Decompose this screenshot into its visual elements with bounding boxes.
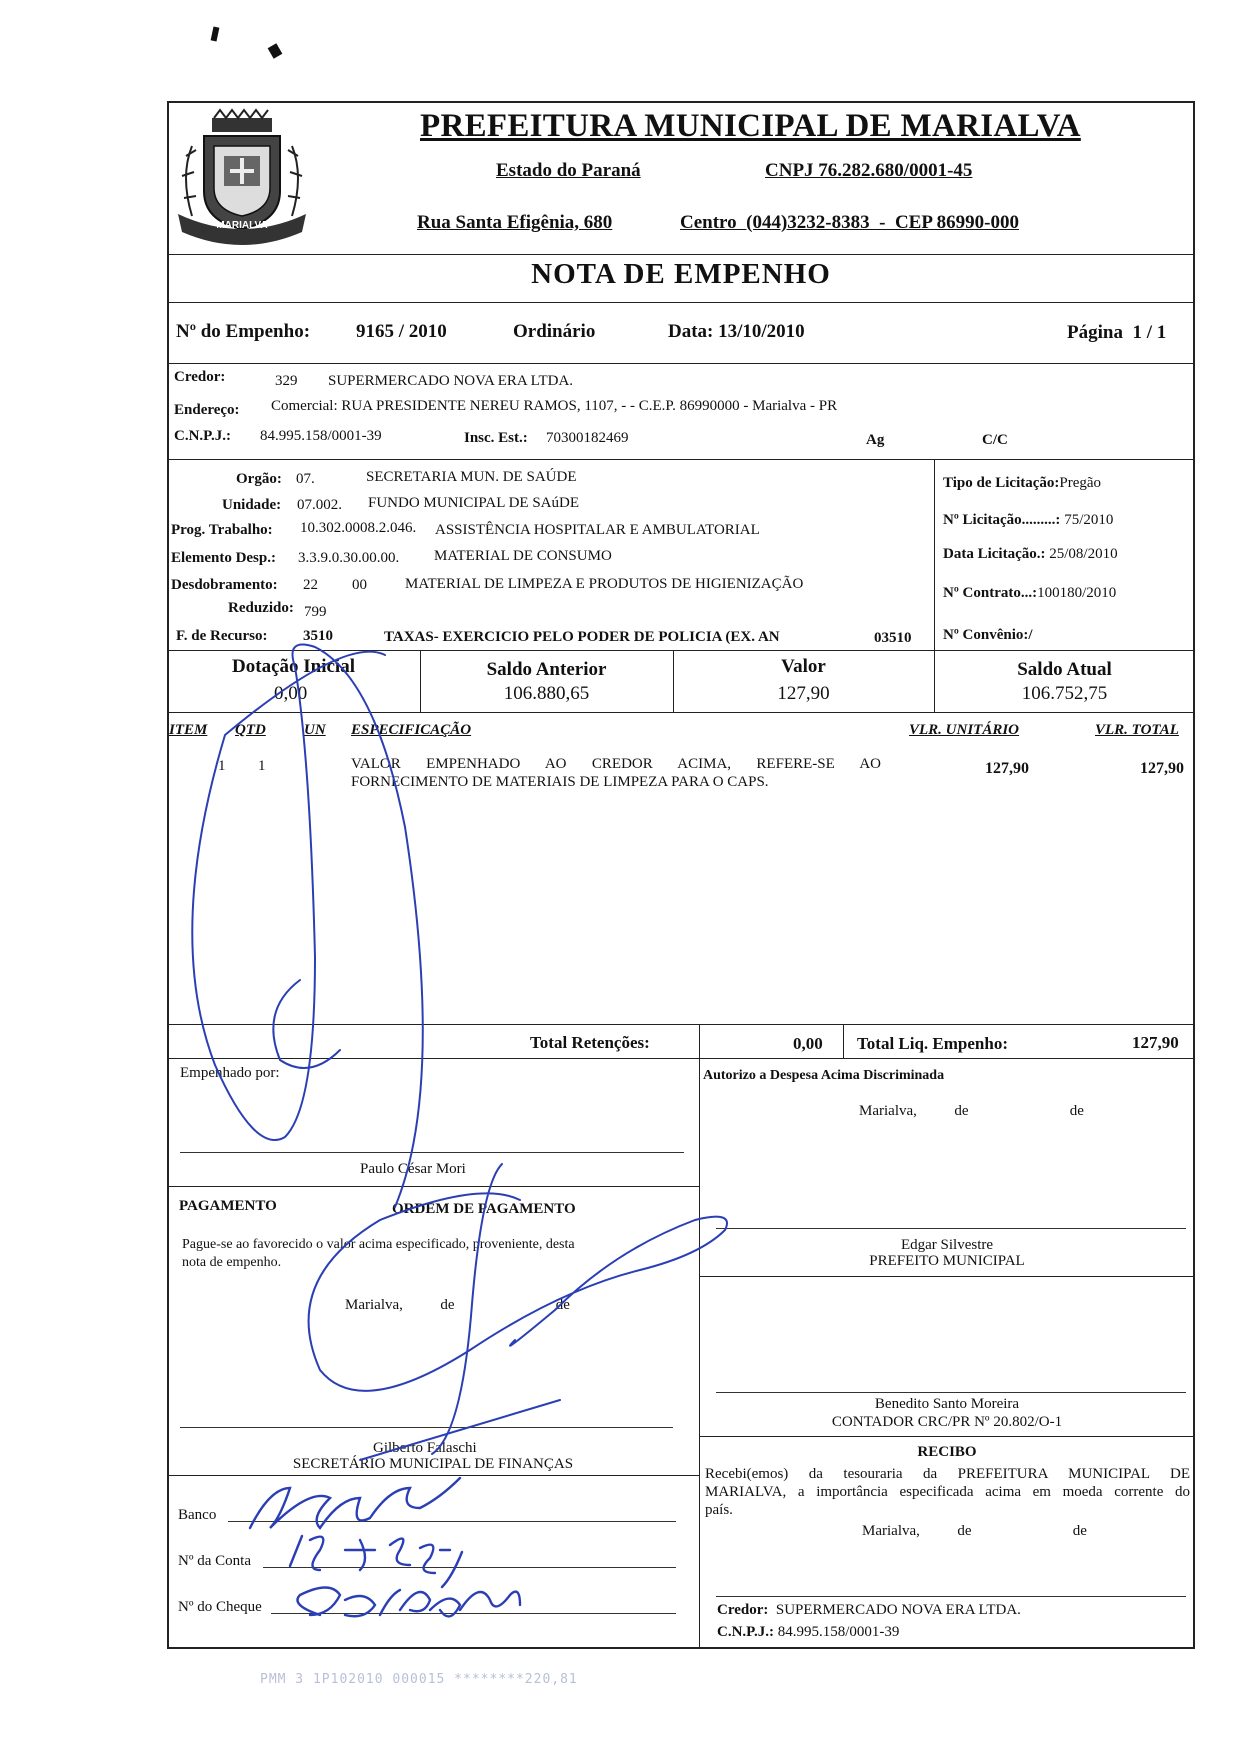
prog-label: Prog. Trabalho: <box>171 522 273 538</box>
autorizo-place-date: Marialva, de de <box>859 1103 1084 1119</box>
saldo-anterior-value: 106.880,65 <box>503 683 590 704</box>
recibo-text-1: Recebi(emos) da tesouraria da PREFEITURA MUNICIPAL DE <box>705 1466 1190 1482</box>
reduzido-label: Reduzido: <box>228 600 294 616</box>
banco-line[interactable] <box>228 1521 676 1522</box>
items-divider <box>167 1024 1195 1025</box>
unidade-name: FUNDO MUNICIPAL DE SAúDE <box>368 495 579 511</box>
valor-value: 127,90 <box>777 683 830 704</box>
licitacao-numero <box>943 512 1113 529</box>
licitacao-tipo-label: Tipo de Licitação: <box>943 475 1060 491</box>
conta-label: Nº da Conta <box>178 1553 251 1569</box>
col-item: ITEM <box>169 722 208 738</box>
totals-divider <box>167 1058 1195 1059</box>
address-contact: Centro (044)3232-8383 - CEP 86990-000 <box>680 212 1019 233</box>
contador-role: CONTADOR CRC/PR Nº 20.802/O-1 <box>831 1414 1063 1430</box>
pagamento-divider <box>167 1186 699 1187</box>
credor-signature-line <box>716 1596 1186 1597</box>
pagamento-place-date: Marialva, de de <box>345 1297 570 1313</box>
prog-code: 10.302.0008.2.046. <box>300 520 417 536</box>
contrato-value: 100180/2010 <box>1037 585 1117 601</box>
recibo-credor <box>717 1602 1021 1619</box>
state-label: Estado do Paraná <box>496 160 641 181</box>
licitacao-num-label: Nº Licitação.........: <box>943 512 1061 528</box>
recibo-cnpj-value: 84.995.158/0001-39 <box>777 1624 900 1640</box>
prefeito-name: Edgar Silvestre <box>900 1237 994 1253</box>
col-vlr-total: VLR. TOTAL <box>1095 722 1179 738</box>
totals-vline <box>843 1024 844 1058</box>
desdobramento-code-2: 00 <box>352 577 367 593</box>
creditor-name: SUPERMERCADO NOVA ERA LTDA. <box>328 373 574 389</box>
licitacao-tipo <box>943 475 1101 492</box>
reduzido-value: 799 <box>304 604 327 620</box>
saldo-anterior-label: Saldo Anterior <box>486 659 607 680</box>
autorizo-divider <box>699 1276 1195 1277</box>
empenho-date: Data: 13/10/2010 <box>668 321 805 342</box>
unidade-code: 07.002. <box>297 497 342 513</box>
recibo-cnpj-label: C.N.P.J.: <box>717 1624 774 1640</box>
pagamento-text-2: nota de empenho. <box>182 1255 282 1270</box>
saldo-atual-label: Saldo Atual <box>1017 659 1112 680</box>
unidade-label: Unidade: <box>222 497 282 513</box>
recurso-name: TAXAS- EXERCICIO PELO PODER DE POLICIA (EX. AN <box>384 629 780 645</box>
ag-label: Ag <box>866 432 885 448</box>
budget-divider <box>167 650 1195 651</box>
ordem-pagamento-label: ORDEM DE PAGAMENTO <box>392 1201 576 1217</box>
orgao-label: Orgão: <box>236 471 282 487</box>
secretario-role: SECRETÁRIO MUNICIPAL DE FINANÇAS <box>292 1456 574 1472</box>
recibo-title: RECIBO <box>917 1444 977 1460</box>
empenhado-label: Empenhado por: <box>180 1065 280 1081</box>
address-label: Endereço: <box>174 402 240 418</box>
recibo-text-2: MARIALVA, a importância especificada acima em moeda corrente do <box>705 1484 1190 1500</box>
creditor-insc: 70300182469 <box>546 430 629 446</box>
licitacao-tipo-value: Pregão <box>1059 475 1102 491</box>
conta-line[interactable] <box>263 1567 676 1568</box>
dotacao-value: 0,00 <box>274 683 308 704</box>
autorizo-label: Autorizo a Despesa Acima Discriminada <box>703 1068 945 1083</box>
recibo-cnpj <box>717 1624 899 1641</box>
pagamento-label: PAGAMENTO <box>179 1198 277 1214</box>
elemento-label: Elemento Desp.: <box>171 550 276 566</box>
cnpj-label: C.N.P.J.: <box>174 428 231 444</box>
creditor-cnpj: 84.995.158/0001-39 <box>260 428 382 444</box>
recibo-text-3: país. <box>705 1502 733 1518</box>
cheque-line[interactable] <box>271 1613 676 1614</box>
creditor-address: Comercial: RUA PRESIDENTE NEREU RAMOS, 1107, - - C.E.P. 86990000 - Marialva - PR <box>271 398 838 414</box>
empenhado-name: Paulo César Mori <box>360 1161 466 1177</box>
licitacao-num-value: 75/2010 <box>1064 512 1114 528</box>
balances-divider <box>167 712 1195 713</box>
secretario-signature-line <box>180 1427 673 1428</box>
liquido-value: 127,90 <box>1132 1033 1179 1052</box>
item-desc-line-2: FORNECIMENTO DE MATERIAIS DE LIMPEZA PARA O CAPS. <box>351 774 769 790</box>
header-divider <box>167 254 1195 255</box>
banco-divider <box>167 1475 699 1476</box>
saldo-atual-value: 106.752,75 <box>1021 683 1108 704</box>
licitacao-data <box>943 546 1118 563</box>
item-vlr-total: 127,90 <box>1140 760 1184 777</box>
creditor-divider <box>167 459 1195 460</box>
contrato-label: Nº Contrato...: <box>943 585 1038 601</box>
empenho-number: 9165 / 2010 <box>356 321 447 342</box>
cheque-label: Nº do Cheque <box>178 1599 262 1615</box>
coat-of-arms-text: MARIALVA <box>216 220 268 231</box>
licitacao-contrato <box>943 585 1116 602</box>
orgao-code: 07. <box>296 471 315 487</box>
contador-name: Benedito Santo Moreira <box>874 1396 1020 1412</box>
contador-signature-line <box>716 1392 1186 1393</box>
prefeito-signature-line <box>716 1228 1186 1229</box>
creditor-label: Credor: <box>174 369 226 385</box>
page-number: Página 1 / 1 <box>1067 322 1167 343</box>
empenho-type: Ordinário <box>513 321 596 342</box>
contador-divider <box>699 1436 1195 1437</box>
col-especificacao: ESPECIFICAÇÃO <box>351 722 472 738</box>
scan-mark <box>268 43 283 58</box>
desdobramento-label: Desdobramento: <box>171 577 278 593</box>
convenio-label: Nº Convênio:/ <box>943 627 1033 643</box>
recibo-credor-label: Credor: <box>717 1602 769 1618</box>
col-un: UN <box>304 722 326 738</box>
recurso-code-2: 03510 <box>874 630 912 646</box>
dotacao-label: Dotação Inicial <box>232 656 355 677</box>
liquido-label: Total Liq. Empenho: <box>857 1034 1008 1053</box>
empenhado-signature-line <box>180 1152 684 1153</box>
budget-vline <box>934 459 935 650</box>
prefeito-role: PREFEITO MUNICIPAL <box>869 1253 1025 1269</box>
prog-name: ASSISTÊNCIA HOSPITALAR E AMBULATORIAL <box>435 522 760 538</box>
retencoes-value: 0,00 <box>793 1034 823 1053</box>
scan-mark <box>211 27 220 42</box>
banco-label: Banco <box>178 1507 217 1523</box>
elemento-name: MATERIAL DE CONSUMO <box>434 548 612 564</box>
empenho-label: Nº do Empenho: <box>176 321 311 342</box>
municipality-title: PREFEITURA MUNICIPAL DE MARIALVA <box>420 108 1081 144</box>
scan-stamp: PMM 3 1P102010 000015 ********220,81 <box>260 1672 578 1687</box>
item-qtd: 1 <box>258 758 266 774</box>
recurso-label: F. de Recurso: <box>176 628 268 644</box>
secretario-name: Gilberto Falaschi <box>373 1440 477 1456</box>
pagamento-text-1: Pague-se ao favorecido o valor acima especificado, proveniente, desta <box>182 1237 575 1252</box>
licitacao-data-value: 25/08/2010 <box>1049 546 1118 562</box>
document-title: NOTA DE EMPENHO <box>531 258 831 290</box>
cc-label: C/C <box>982 432 1008 448</box>
recibo-credor-value: SUPERMERCADO NOVA ERA LTDA. <box>775 1602 1021 1618</box>
recurso-code: 3510 <box>303 628 333 644</box>
valor-label: Valor <box>781 656 826 677</box>
municipality-cnpj: CNPJ 76.282.680/0001-45 <box>765 160 973 181</box>
licitacao-data-label: Data Licitação.: <box>943 546 1046 562</box>
col-vlr-unitario: VLR. UNITÁRIO <box>909 722 1020 738</box>
retencoes-label: Total Retenções: <box>530 1033 650 1052</box>
recibo-place-date: Marialva, de de <box>862 1523 1087 1539</box>
item-desc-line-1: VALOR EMPENHADO AO CREDOR ACIMA, REFERE-SE AO <box>351 756 881 772</box>
col-qtd: QTD <box>235 722 266 738</box>
lower-vline <box>699 1024 700 1649</box>
desdobramento-name: MATERIAL DE LIMPEZA E PRODUTOS DE HIGIENIZAÇÃO <box>405 576 804 592</box>
elemento-code: 3.3.9.0.30.00.00. <box>298 550 400 566</box>
insc-label: Insc. Est.: <box>464 430 528 446</box>
item-vlr-unitario: 127,90 <box>985 760 1029 777</box>
street-address: Rua Santa Efigênia, 680 <box>417 212 613 233</box>
title-divider <box>167 302 1195 303</box>
creditor-code: 329 <box>275 373 298 389</box>
empenho-divider <box>167 363 1195 364</box>
orgao-name: SECRETARIA MUN. DE SAÚDE <box>366 469 577 485</box>
item-number: 1 <box>218 758 226 774</box>
coat-of-arms-logo <box>172 106 312 251</box>
desdobramento-code-1: 22 <box>303 577 318 593</box>
